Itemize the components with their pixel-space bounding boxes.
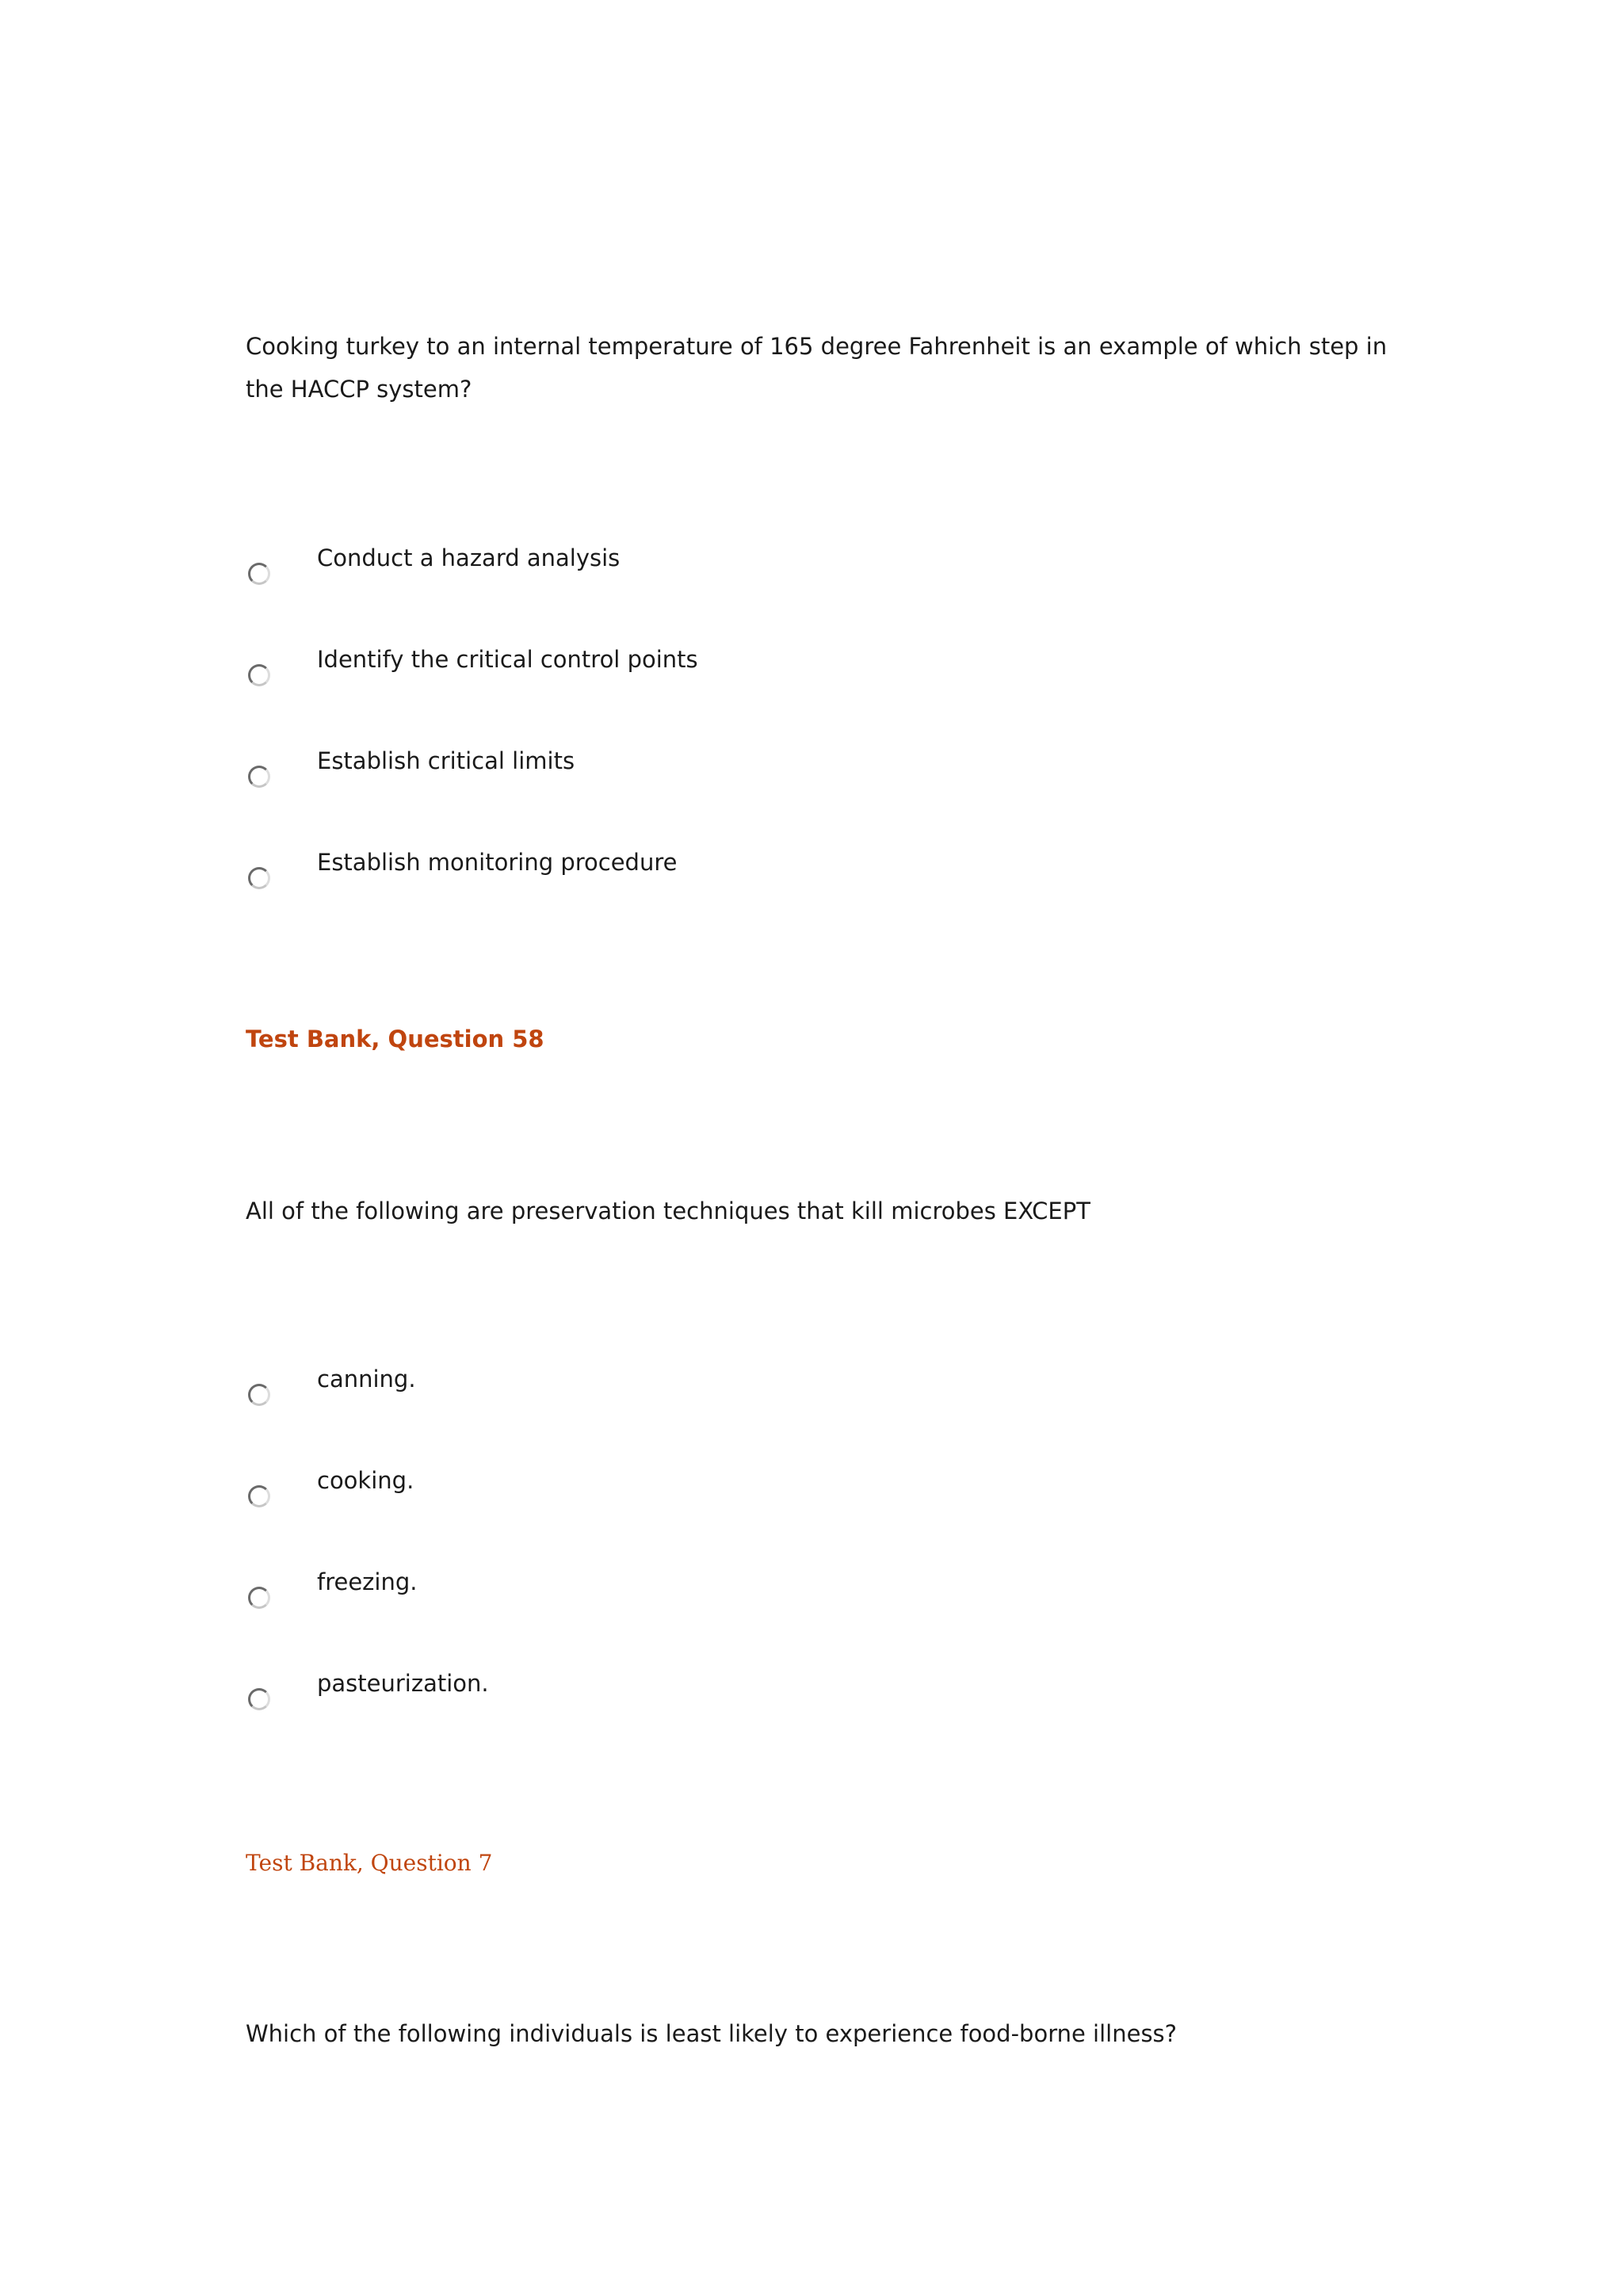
radio-button-icon[interactable] bbox=[248, 1688, 270, 1710]
option-label: canning. bbox=[317, 1366, 416, 1392]
radio-button-icon[interactable] bbox=[248, 664, 270, 686]
question-heading: Test Bank, Question 7 bbox=[246, 1850, 493, 1876]
radio-button-icon[interactable] bbox=[248, 1485, 270, 1507]
radio-button-icon[interactable] bbox=[248, 766, 270, 788]
option-label: Conduct a hazard analysis bbox=[317, 544, 621, 571]
option-label: pasteurization. bbox=[317, 1670, 489, 1697]
answer-option[interactable] bbox=[246, 1363, 1197, 1411]
answer-option[interactable] bbox=[246, 542, 1197, 590]
radio-button-icon[interactable] bbox=[248, 867, 270, 889]
option-label: cooking. bbox=[317, 1467, 414, 1494]
option-label: Establish monitoring procedure bbox=[317, 849, 678, 876]
answer-option[interactable] bbox=[246, 1566, 1197, 1614]
option-label: Establish critical limits bbox=[317, 747, 575, 774]
option-label: freezing. bbox=[317, 1568, 418, 1595]
question-text: All of the following are preservation techniques that kill microbes EXCEPT bbox=[246, 1198, 1090, 1224]
answer-option[interactable] bbox=[246, 846, 1197, 894]
question-text: Which of the following individuals is least likely to experience food-borne illness? bbox=[246, 2020, 1178, 2047]
radio-button-icon[interactable] bbox=[248, 1587, 270, 1609]
radio-button-icon[interactable] bbox=[248, 563, 270, 585]
question-text: Cooking turkey to an internal temperature of 165 degree Fahrenheit is an example of which step in the HACCP system? bbox=[246, 333, 1388, 403]
radio-button-icon[interactable] bbox=[248, 1384, 270, 1406]
answer-option[interactable] bbox=[246, 644, 1197, 691]
question-heading: Test Bank, Question 58 bbox=[246, 1026, 544, 1052]
answer-option[interactable] bbox=[246, 1668, 1197, 1715]
option-label: Identify the critical control points bbox=[317, 646, 698, 673]
answer-option[interactable] bbox=[246, 1465, 1197, 1512]
answer-option[interactable] bbox=[246, 745, 1197, 793]
